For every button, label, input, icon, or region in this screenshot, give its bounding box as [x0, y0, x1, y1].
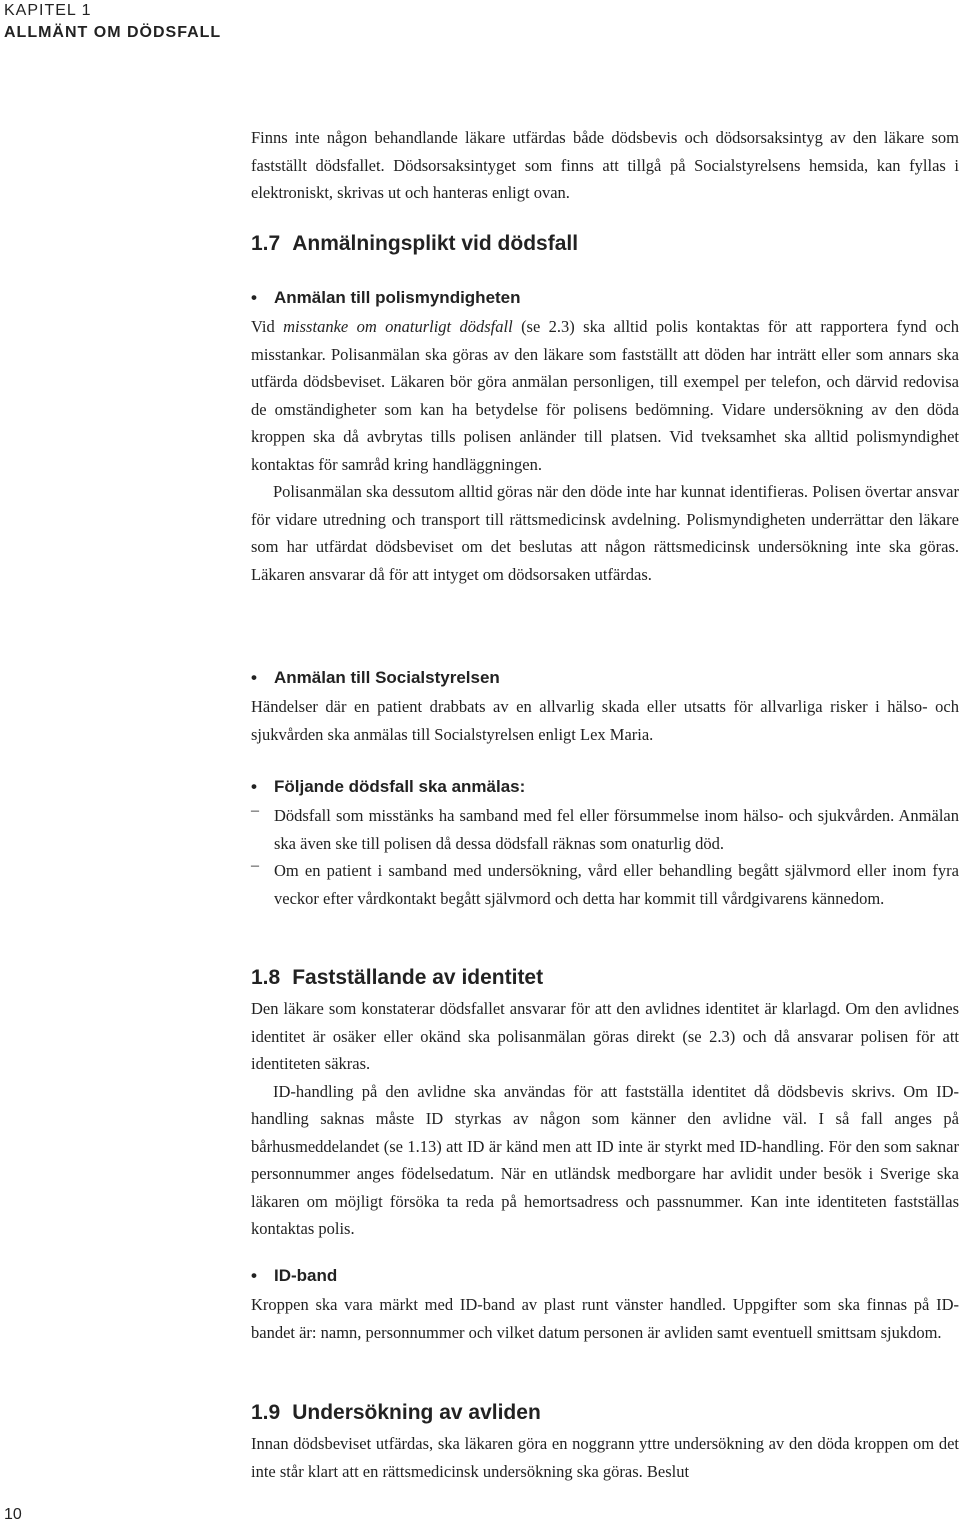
paragraph-emphasis: misstanke om onaturligt dödsfall — [283, 317, 513, 336]
section-number: 1.8 — [251, 966, 281, 989]
bullet-heading — [251, 775, 959, 799]
section-title: Anmälningsplikt vid dödsfall — [292, 232, 579, 255]
examination-paragraph: Innan dödsbeviset utfärdas, ska läkaren göra en noggrann yttre undersökning av den döda kroppen om det inte står klart att en rättsmedicinsk undersökning ska göras. Beslut — [251, 1434, 959, 1481]
list-item-text: Dödsfall som misstänks ha samband med fel eller försummelse inom hälso- och sjukvården. Anmälan ska även ske till polisen då dessa dödsfall räknas som onaturlig död. — [274, 806, 959, 853]
police-paragraph-1 — [251, 313, 959, 478]
bullet-heading — [251, 286, 959, 310]
bullet-heading-text: Anmälan till Socialstyrelsen — [274, 668, 500, 687]
section-1-9-block — [251, 1400, 959, 1485]
list-item — [251, 802, 959, 857]
identity-paragraph-1: Den läkare som konstaterar dödsfallet ansvarar för att den avlidnes identitet är klarlagd. Om den avlidnes identitet är osäker eller okänd ska polisanmälan göras direkt (se 2.3) och då ansvarar polisen för att identiteten säkras. — [251, 999, 959, 1073]
id-band-paragraph: Kroppen ska vara märkt med ID-band av plast runt vänster handled. Uppgifter som ska finnas på ID-bandet är: namn, personnummer och vilket datum personen är avliden samt eventuell smittsam sjukdom. — [251, 1295, 959, 1342]
section-heading — [251, 1400, 959, 1426]
intro-paragraph: Finns inte någon behandlande läkare utfärdas både dödsbevis och dödsorsaksintyg av den läkare som fastställt dödsfallet. Dödsorsaksintyget som finns att tillgå på Socialstyrelsens hemsida, kan fyllas i elektroniskt, skrivas ut och hanteras enligt ovan. — [251, 128, 959, 202]
section-heading — [251, 231, 959, 257]
bullet-icon: • — [251, 777, 257, 796]
bullet-icon: • — [251, 1266, 257, 1285]
list-item-text: Om en patient i samband med undersökning, vård eller behandling begått självmord eller inom fyra veckor efter vårdkontakt begått självmord och detta har kommit till vårdgivarens kännedom. — [274, 861, 959, 908]
section-1-8-block — [251, 965, 959, 1243]
section-title: Fastställande av identitet — [292, 966, 544, 989]
bullet-icon: • — [251, 288, 257, 307]
chapter-header — [4, 0, 221, 44]
bullet-heading — [251, 666, 959, 690]
page-number: 10 — [4, 1506, 22, 1523]
chapter-title: ALLMÄNT OM DÖDSFALL — [4, 24, 222, 41]
paragraph-rest: (se 2.3) ska alltid polis kontaktas för att rapportera fynd och misstankar. Polisanmälan ska göras av den läkare som fastställt att döden har inträtt eller som annars ska utfärda dödsbeviset. Läkaren bör göra anmälan personligen, till exempel per telefon, och därvid redovisa de omständigheter som kan ha betydelse för polisens bedömning. Vidare undersökning av den döda kroppen ska då avbrytas tills polisen anländer till platsen. Vid tveksamhet ska alltid polismyndighet kontaktas för samråd kring handläggningen. — [251, 317, 959, 474]
police-paragraph-2: Polisanmälan ska dessutom alltid göras när den döde inte har kunnat identifieras. Polisen övertar ansvar för vidare utredning och transport till rättsmedicinsk avdelning. Polismyndigheten underrättar den läkare som har utfärdat dödsbeviset om det beslutas att någon rättsmedicinsk undersökning inte ska göras. Läkaren ansvarar då för att intyget om dödsorsaken utfärdas. — [251, 482, 959, 584]
bullet-icon: • — [251, 668, 257, 687]
dash-icon: – — [251, 857, 259, 874]
id-band-block — [251, 1264, 959, 1346]
bullet-heading-text: Anmälan till polismyndigheten — [274, 288, 521, 307]
list-item — [251, 857, 959, 912]
intro-block — [251, 124, 959, 207]
socialstyrelsen-block — [251, 666, 959, 748]
reportable-deaths-block — [251, 775, 959, 912]
identity-paragraph-2: ID-handling på den avlidne ska användas för att fastställa identitet då dödsbevis skrivs. Om ID-handling saknas måste ID styrkas av någon som känner den avlidne väl. I så fall anges på bårhusmeddelandet (se 1.13) att ID är känd men att ID inte är styrkt med ID-handling. För den som saknar personnummer anges födelsedatum. När en utländsk medborgare har avlidit under besök i Sverige ska läkaren om möjligt försöka ta reda på hemortsadress och passnummer. Kan inte identiteten fastställas kontaktas polis. — [251, 1081, 959, 1238]
section-title: Undersökning av avliden — [292, 1401, 541, 1424]
bullet-heading — [251, 1264, 959, 1288]
bullet-heading-text: ID-band — [274, 1266, 338, 1285]
section-number: 1.9 — [251, 1401, 281, 1424]
socialstyrelsen-paragraph: Händelser där en patient drabbats av en allvarlig skada eller utsatts för allvarliga risker i hälso- och sjukvården ska anmälas till Socialstyrelsen enligt Lex Maria. — [251, 697, 959, 744]
paragraph-lead: Vid — [251, 317, 284, 336]
section-number: 1.7 — [251, 232, 281, 255]
bullet-heading-text: Följande dödsfall ska anmälas: — [274, 777, 526, 796]
police-report-block — [251, 286, 959, 588]
chapter-label: KAPITEL 1 — [4, 2, 92, 19]
section-1-7-heading-block — [251, 231, 959, 257]
section-heading — [251, 965, 959, 991]
dash-icon: – — [251, 802, 259, 819]
